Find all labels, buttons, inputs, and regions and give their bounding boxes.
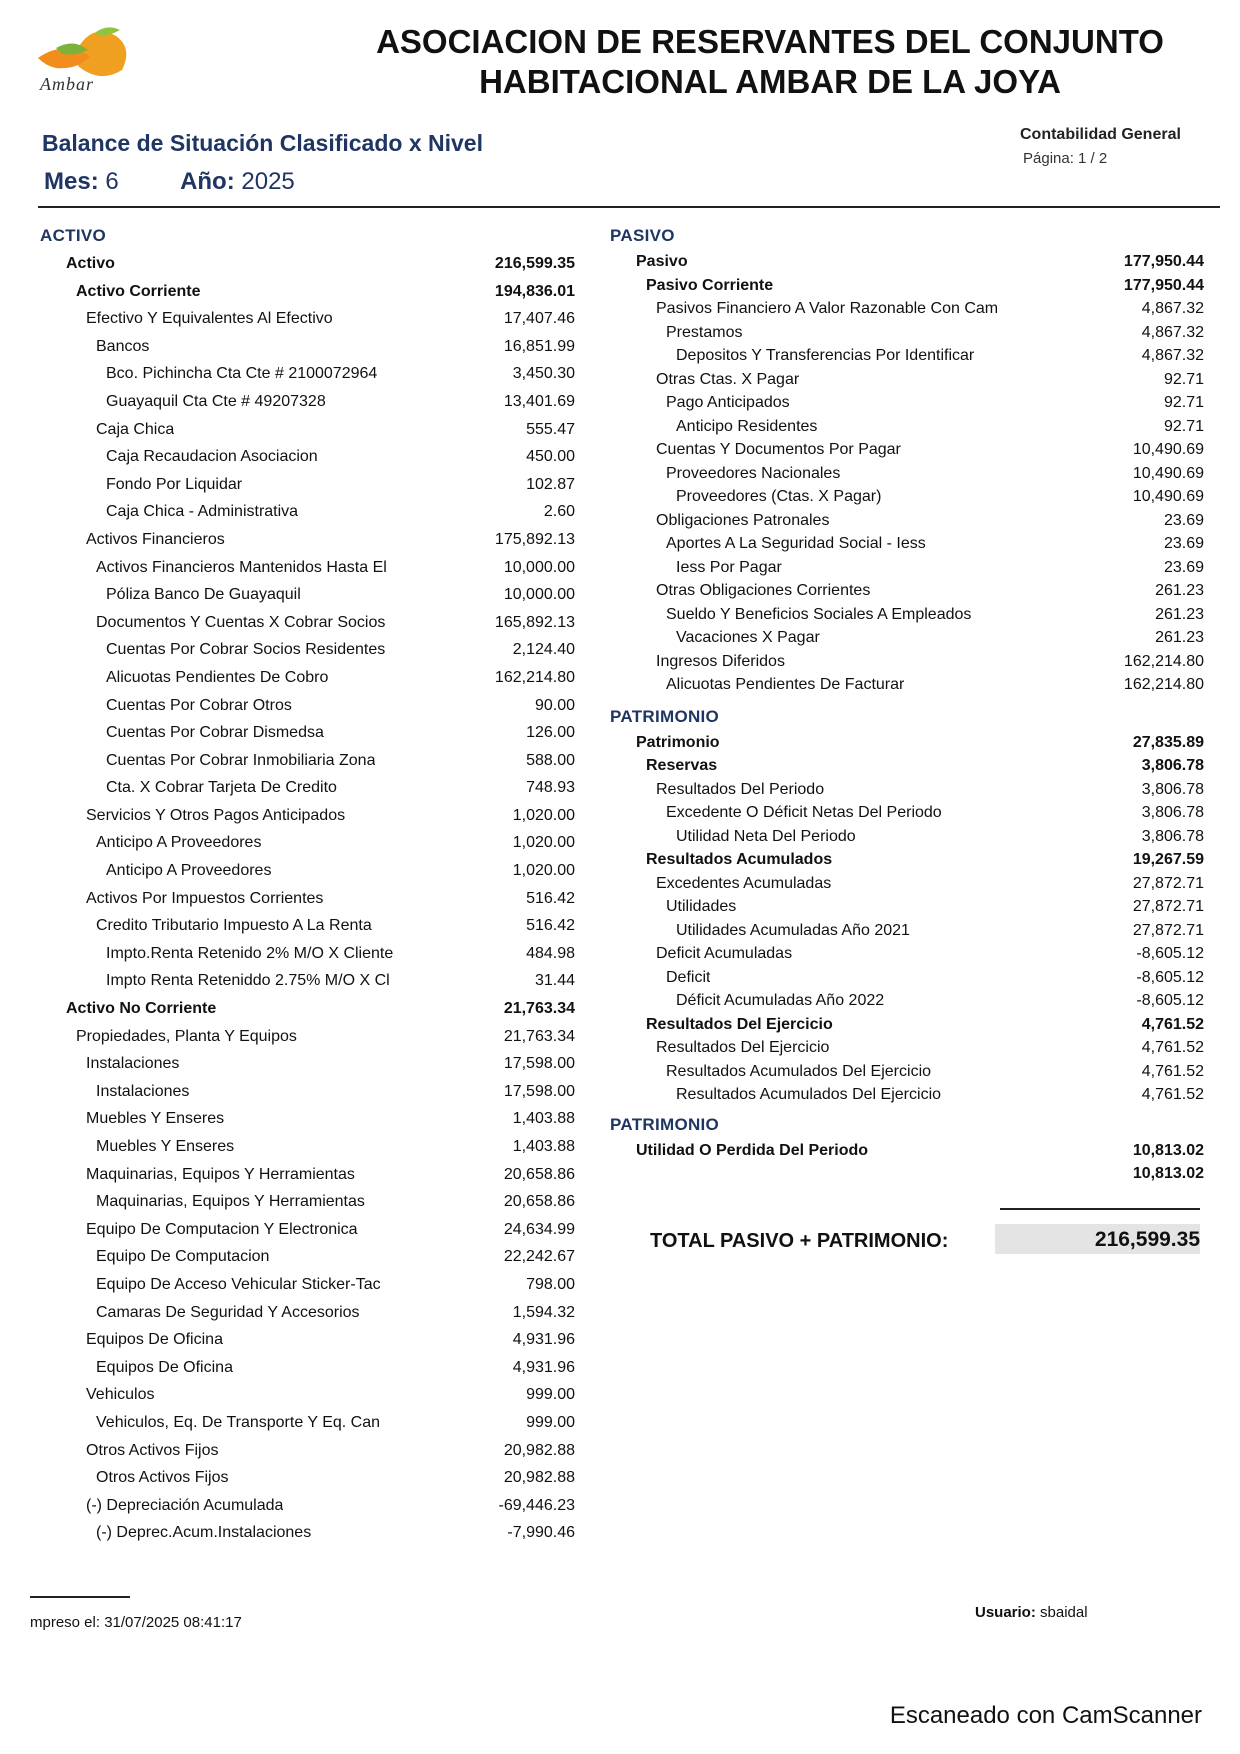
account-value: 10,490.69 [1132, 488, 1204, 505]
account-value: 23.69 [1163, 558, 1204, 576]
account-row [40, 609, 585, 637]
account-label: Maquinarias, Equipos Y Herramientas [96, 1193, 365, 1211]
account-label: Instalaciones [86, 1055, 180, 1073]
account-value: 484.98 [526, 944, 575, 962]
account-value: 13,401.69 [503, 392, 575, 410]
account-row [610, 556, 1210, 580]
account-label: Cuentas Y Documentos Por Pagar [656, 441, 901, 458]
account-value: 261.23 [1155, 605, 1204, 623]
account-row [610, 825, 1210, 849]
account-value: 3,450.30 [512, 365, 575, 383]
account-value: 23.69 [1163, 535, 1204, 552]
report-period [44, 168, 295, 196]
account-value: 2,124.40 [512, 641, 575, 659]
account-row [40, 857, 585, 885]
account-label: Cuentas Por Cobrar Otros [106, 696, 292, 714]
account-row [40, 995, 585, 1023]
account-row [40, 305, 585, 333]
account-value: 20,982.88 [503, 1441, 575, 1459]
account-value: 4,931.96 [512, 1331, 575, 1349]
account-label: Resultados Acumulados Del Ejercicio [676, 1086, 942, 1103]
report-title: Balance de Situación Clasificado x Nivel [42, 130, 483, 156]
account-row [40, 333, 585, 361]
account-row [610, 872, 1210, 896]
account-row [40, 719, 585, 747]
account-label: Pasivo [636, 253, 688, 270]
month-label: Mes: [44, 168, 99, 195]
account-value: 3,806.78 [1141, 780, 1204, 798]
account-label: Patrimonio [636, 733, 720, 751]
account-value: 999.00 [526, 1386, 575, 1404]
total-label: TOTAL PASIVO + PATRIMONIO: [650, 1230, 949, 1252]
account-row [40, 802, 585, 830]
account-row [40, 443, 585, 471]
account-row [40, 692, 585, 720]
patrimonio-2-rows [610, 1139, 1210, 1186]
account-value: 92.71 [1163, 370, 1204, 388]
account-row [610, 966, 1210, 990]
account-row [40, 1105, 585, 1133]
account-label: Activos Financieros Mantenidos Hasta El [96, 558, 387, 576]
account-value: 27,872.71 [1132, 921, 1204, 939]
account-row [610, 754, 1210, 778]
account-row [40, 1050, 585, 1078]
total-value: 216,599.35 [1094, 1228, 1200, 1251]
account-row [40, 1023, 585, 1051]
account-value: 4,931.96 [512, 1358, 575, 1376]
account-row [610, 274, 1210, 298]
account-label: Impto Renta Reteniddo 2.75% M/O X Cl [106, 972, 390, 990]
account-value: 162,214.80 [1123, 676, 1204, 693]
account-value: 27,872.71 [1132, 874, 1204, 892]
account-label: Propiedades, Planta Y Equipos [76, 1027, 297, 1045]
account-row [40, 581, 585, 609]
account-row [610, 942, 1210, 966]
account-row [610, 1036, 1210, 1060]
account-value: 17,598.00 [503, 1082, 575, 1100]
account-row [40, 1437, 585, 1465]
user-label: Usuario: [975, 1604, 1036, 1621]
account-label: Muebles Y Enseres [86, 1110, 225, 1128]
account-row [40, 416, 585, 444]
account-row [610, 801, 1210, 825]
organization-line-1: ASOCIACION DE RESERVANTES DEL CONJUNTO [376, 23, 1164, 60]
account-label: Utilidad Neta Del Periodo [676, 827, 856, 845]
account-row [40, 1464, 585, 1492]
activo-rows [40, 250, 585, 1547]
pasivo-section-title: PASIVO [610, 226, 675, 245]
account-value: 92.71 [1163, 394, 1204, 411]
account-label: Equipo De Computacion [96, 1248, 270, 1266]
account-value: 24,634.99 [503, 1220, 575, 1238]
account-row [40, 388, 585, 416]
account-row [40, 829, 585, 857]
account-row [610, 485, 1210, 509]
account-label: Vacaciones X Pagar [676, 629, 820, 646]
account-row [610, 462, 1210, 486]
account-value: 177,950.44 [1123, 253, 1204, 270]
account-value: 1,594.32 [512, 1303, 575, 1321]
account-row [40, 774, 585, 802]
account-value: 216,599.35 [494, 255, 575, 272]
account-row [40, 664, 585, 692]
account-label: Vehiculos [86, 1386, 155, 1404]
account-row [40, 1381, 585, 1409]
account-row [40, 1078, 585, 1106]
account-label: Credito Tributario Impuesto A La Renta [96, 917, 372, 935]
account-label: Resultados Del Ejercicio [656, 1039, 830, 1056]
account-row [40, 360, 585, 388]
account-label: Otras Obligaciones Corrientes [656, 582, 871, 599]
account-label: Otros Activos Fijos [96, 1469, 229, 1487]
printed-date: mpreso el: 31/07/2025 08:41:17 [30, 1614, 242, 1631]
account-value: 999.00 [526, 1413, 575, 1431]
account-value: 2.60 [543, 503, 575, 521]
account-label: Cuentas Por Cobrar Socios Residentes [106, 641, 386, 659]
account-label: Proveedores Nacionales [666, 464, 841, 482]
account-label: Prestamos [666, 323, 743, 341]
account-value: 17,598.00 [503, 1055, 575, 1073]
account-value: 10,000.00 [503, 586, 575, 604]
account-value: -8,605.12 [1136, 992, 1204, 1009]
account-label: Otras Ctas. X Pagar [656, 370, 800, 388]
account-label: Reservas [646, 757, 718, 774]
account-value: 4,761.52 [1141, 1039, 1204, 1056]
account-row [610, 250, 1210, 274]
account-row [40, 885, 585, 913]
account-label: Resultados Del Periodo [656, 780, 825, 798]
account-label: Resultados Acumulados [646, 851, 833, 868]
account-row [610, 509, 1210, 533]
account-row [40, 1243, 585, 1271]
account-row [610, 321, 1210, 345]
account-label: Vehiculos, Eq. De Transporte Y Eq. Can [96, 1413, 381, 1431]
account-label: Caja Recaudacion Asociacion [106, 448, 318, 466]
account-row [40, 250, 585, 278]
account-value: -69,446.23 [498, 1496, 575, 1514]
account-label: Camaras De Seguridad Y Accesorios [96, 1303, 360, 1321]
account-value: 588.00 [526, 751, 575, 769]
account-value: 10,813.02 [1132, 1141, 1204, 1159]
account-row [610, 391, 1210, 415]
account-row [610, 626, 1210, 650]
account-value: 1,403.88 [512, 1110, 575, 1128]
account-label: Bco. Pichincha Cta Cte # 2100072964 [106, 365, 378, 383]
account-label: Servicios Y Otros Pagos Anticipados [86, 806, 346, 824]
account-value: 102.87 [526, 475, 575, 493]
account-label: Fondo Por Liquidar [106, 475, 243, 493]
account-row [40, 1326, 585, 1354]
account-label: Documentos Y Cuentas X Cobrar Socios [96, 613, 386, 631]
account-value: 4,867.32 [1141, 323, 1204, 341]
account-value: 162,214.80 [1123, 652, 1204, 670]
account-value: 21,763.34 [503, 1000, 575, 1018]
user-info [975, 1604, 1088, 1621]
account-row [40, 1354, 585, 1382]
account-label: Pasivo Corriente [646, 276, 774, 294]
account-label: Resultados Del Ejercicio [646, 1015, 833, 1033]
account-row [40, 1133, 585, 1161]
account-row [610, 848, 1210, 872]
account-label: Otros Activos Fijos [86, 1441, 219, 1459]
account-value: 20,658.86 [503, 1193, 575, 1211]
account-label: Alicuotas Pendientes De Facturar [666, 676, 905, 693]
account-row [40, 1188, 585, 1216]
account-label: Iess Por Pagar [676, 558, 782, 576]
account-row [40, 1519, 585, 1547]
account-label: Cta. X Cobrar Tarjeta De Credito [106, 779, 337, 797]
account-label: Deficit [666, 968, 711, 986]
account-value: -8,605.12 [1136, 968, 1204, 986]
account-row [610, 415, 1210, 439]
account-value: 798.00 [526, 1275, 575, 1293]
account-label: Aportes A La Seguridad Social - Iess [666, 535, 926, 552]
month-value: 6 [105, 168, 119, 195]
account-value: 1,403.88 [512, 1138, 575, 1155]
account-label: Activos Por Impuestos Corrientes [86, 889, 324, 907]
account-label: Caja Chica [96, 420, 175, 438]
account-label: Cuentas Por Cobrar Inmobiliaria Zona [106, 751, 376, 769]
account-row [40, 1492, 585, 1520]
account-label: (-) Depreciación Acumulada [86, 1496, 284, 1514]
account-label: Déficit Acumuladas Año 2022 [676, 992, 885, 1009]
account-value: 92.71 [1163, 417, 1204, 435]
account-label: (-) Deprec.Acum.Instalaciones [96, 1524, 312, 1542]
account-value: 3,806.78 [1141, 804, 1204, 821]
total-divider [1000, 1208, 1200, 1210]
account-value: 22,242.67 [503, 1248, 575, 1266]
account-label: Bancos [96, 337, 150, 355]
account-row [40, 912, 585, 940]
account-row [610, 1083, 1210, 1107]
account-row [610, 1013, 1210, 1037]
account-label: Equipo De Computacion Y Electronica [86, 1220, 358, 1238]
account-value: 555.47 [526, 420, 575, 438]
account-row [40, 1409, 585, 1437]
header-divider [38, 206, 1220, 208]
account-value: 10,490.69 [1132, 464, 1204, 482]
account-label: Anticipo Residentes [676, 417, 818, 435]
account-value: 16,851.99 [503, 337, 575, 355]
account-row [40, 1161, 585, 1189]
account-row [610, 731, 1210, 755]
account-value: -8,605.12 [1136, 945, 1204, 962]
account-row [610, 297, 1210, 321]
account-row [610, 368, 1210, 392]
account-value: 748.93 [526, 779, 575, 797]
account-row [610, 650, 1210, 674]
account-row [40, 636, 585, 664]
account-row [610, 532, 1210, 556]
account-label: Equipo De Acceso Vehicular Sticker-Tac [96, 1275, 381, 1293]
account-value: -7,990.46 [507, 1524, 575, 1542]
account-row [610, 895, 1210, 919]
account-label: Póliza Banco De Guayaquil [106, 586, 301, 604]
account-row [610, 603, 1210, 627]
account-label: Alicuotas Pendientes De Cobro [106, 668, 329, 686]
account-label: Pasivos Financiero A Valor Razonable Con Cam [656, 300, 999, 317]
page-number: Página: 1 / 2 [1023, 150, 1108, 167]
patrimonio-rows [610, 731, 1210, 1107]
organization-name [340, 22, 1200, 102]
account-label: Activo No Corriente [66, 1000, 217, 1018]
account-value: 10,000.00 [503, 558, 575, 576]
account-row [40, 554, 585, 582]
account-value: 261.23 [1155, 582, 1204, 599]
account-label: Activo [66, 255, 115, 272]
account-row [40, 1271, 585, 1299]
account-label: Utilidad O Perdida Del Periodo [636, 1141, 869, 1159]
account-row [40, 1299, 585, 1327]
account-value: 261.23 [1155, 629, 1204, 646]
pasivo-rows [610, 250, 1210, 697]
account-value: 10,813.02 [1132, 1165, 1204, 1182]
account-row [610, 919, 1210, 943]
account-value: 1,020.00 [512, 806, 575, 824]
year-label: Año: [180, 168, 235, 195]
account-value: 4,761.52 [1141, 1015, 1204, 1033]
user-name: sbaidal [1040, 1604, 1088, 1621]
account-label: Utilidades [666, 898, 737, 915]
account-row [610, 344, 1210, 368]
account-row [40, 1216, 585, 1244]
account-value: 27,835.89 [1132, 733, 1204, 751]
account-value: 23.69 [1163, 511, 1204, 529]
account-label: Muebles Y Enseres [96, 1138, 235, 1155]
activo-column [40, 226, 585, 1547]
account-value: 90.00 [534, 696, 575, 714]
account-value: 516.42 [526, 889, 575, 907]
pasivo-patrimonio-column [610, 226, 1210, 1186]
account-row [40, 526, 585, 554]
account-row [40, 498, 585, 526]
account-value: 450.00 [526, 448, 575, 466]
account-label: Anticipo A Proveedores [106, 862, 272, 880]
patrimonio-2-section-title: PATRIMONIO [610, 1114, 720, 1134]
account-value: 21,763.34 [503, 1027, 575, 1045]
account-row [610, 1060, 1210, 1084]
account-label: Resultados Acumulados Del Ejercicio [666, 1062, 932, 1080]
account-label: Efectivo Y Equivalentes Al Efectivo [86, 310, 333, 328]
account-label: Guayaquil Cta Cte # 49207328 [106, 392, 326, 410]
account-row [610, 989, 1210, 1013]
account-row [610, 778, 1210, 802]
account-value: 126.00 [526, 724, 575, 742]
account-value: 27,872.71 [1132, 898, 1204, 915]
account-label: Utilidades Acumuladas Año 2021 [676, 921, 910, 939]
account-value: 20,658.86 [503, 1165, 575, 1183]
account-value: 177,950.44 [1123, 276, 1204, 294]
account-value: 1,020.00 [512, 834, 575, 852]
account-label: Ingresos Diferidos [656, 652, 785, 670]
account-label: Sueldo Y Beneficios Sociales A Empleados [666, 605, 972, 623]
year-value: 2025 [241, 168, 295, 195]
account-value: 31.44 [534, 972, 575, 990]
account-value: 10,490.69 [1132, 441, 1204, 458]
account-label: Excedente O Déficit Netas Del Periodo [666, 804, 942, 821]
scanner-watermark: Escaneado con CamScanner [889, 1702, 1202, 1729]
account-value: 4,761.52 [1141, 1062, 1204, 1080]
account-label: Proveedores (Ctas. X Pagar) [676, 488, 882, 505]
account-row [40, 747, 585, 775]
account-label: Impto.Renta Retenido 2% M/O X Cliente [106, 944, 394, 962]
logo-text: Ambar [40, 74, 94, 94]
account-label: Anticipo A Proveedores [96, 834, 262, 852]
account-value: 3,806.78 [1141, 827, 1204, 845]
account-value: 4,761.52 [1141, 1086, 1204, 1103]
account-label: Deficit Acumuladas [656, 945, 793, 962]
account-value: 162,214.80 [494, 668, 575, 686]
footer-divider [30, 1596, 130, 1598]
account-value: 1,020.00 [512, 862, 575, 880]
account-label: Obligaciones Patronales [656, 511, 830, 529]
account-label: Activo Corriente [76, 282, 201, 300]
account-value: 3,806.78 [1141, 757, 1204, 774]
account-row [610, 1139, 1210, 1163]
account-row [610, 579, 1210, 603]
account-row [610, 673, 1210, 697]
account-label: Excedentes Acumuladas [656, 874, 832, 892]
account-row [40, 967, 585, 995]
account-label: Instalaciones [96, 1082, 190, 1100]
account-label: Activos Financieros [86, 530, 225, 548]
account-value: 194,836.01 [494, 282, 575, 300]
account-value: 19,267.59 [1132, 851, 1204, 868]
patrimonio-section-title: PATRIMONIO [610, 706, 720, 726]
account-row [40, 471, 585, 499]
activo-section-title: ACTIVO [40, 226, 107, 245]
account-label: Pago Anticipados [666, 394, 790, 411]
account-label: Equipos De Oficina [96, 1358, 233, 1376]
account-value: 4,867.32 [1141, 347, 1204, 364]
account-label: Maquinarias, Equipos Y Herramientas [86, 1165, 355, 1183]
account-label: Cuentas Por Cobrar Dismedsa [106, 724, 324, 742]
accounting-type: Contabilidad General [1020, 126, 1181, 143]
account-row [40, 278, 585, 306]
account-value: 17,407.46 [503, 310, 575, 328]
account-value: 516.42 [526, 917, 575, 935]
account-label: Equipos De Oficina [86, 1331, 223, 1349]
account-row [40, 940, 585, 968]
account-label: Depositos Y Transferencias Por Identificar [676, 347, 975, 364]
account-value: 4,867.32 [1141, 300, 1204, 317]
account-row [610, 1162, 1210, 1186]
account-value: 20,982.88 [503, 1469, 575, 1487]
account-row [610, 438, 1210, 462]
organization-line-2: HABITACIONAL AMBAR DE LA JOYA [479, 63, 1061, 100]
account-label: Caja Chica - Administrativa [106, 503, 299, 521]
account-value: 165,892.13 [494, 613, 575, 631]
account-value: 175,892.13 [494, 530, 575, 548]
